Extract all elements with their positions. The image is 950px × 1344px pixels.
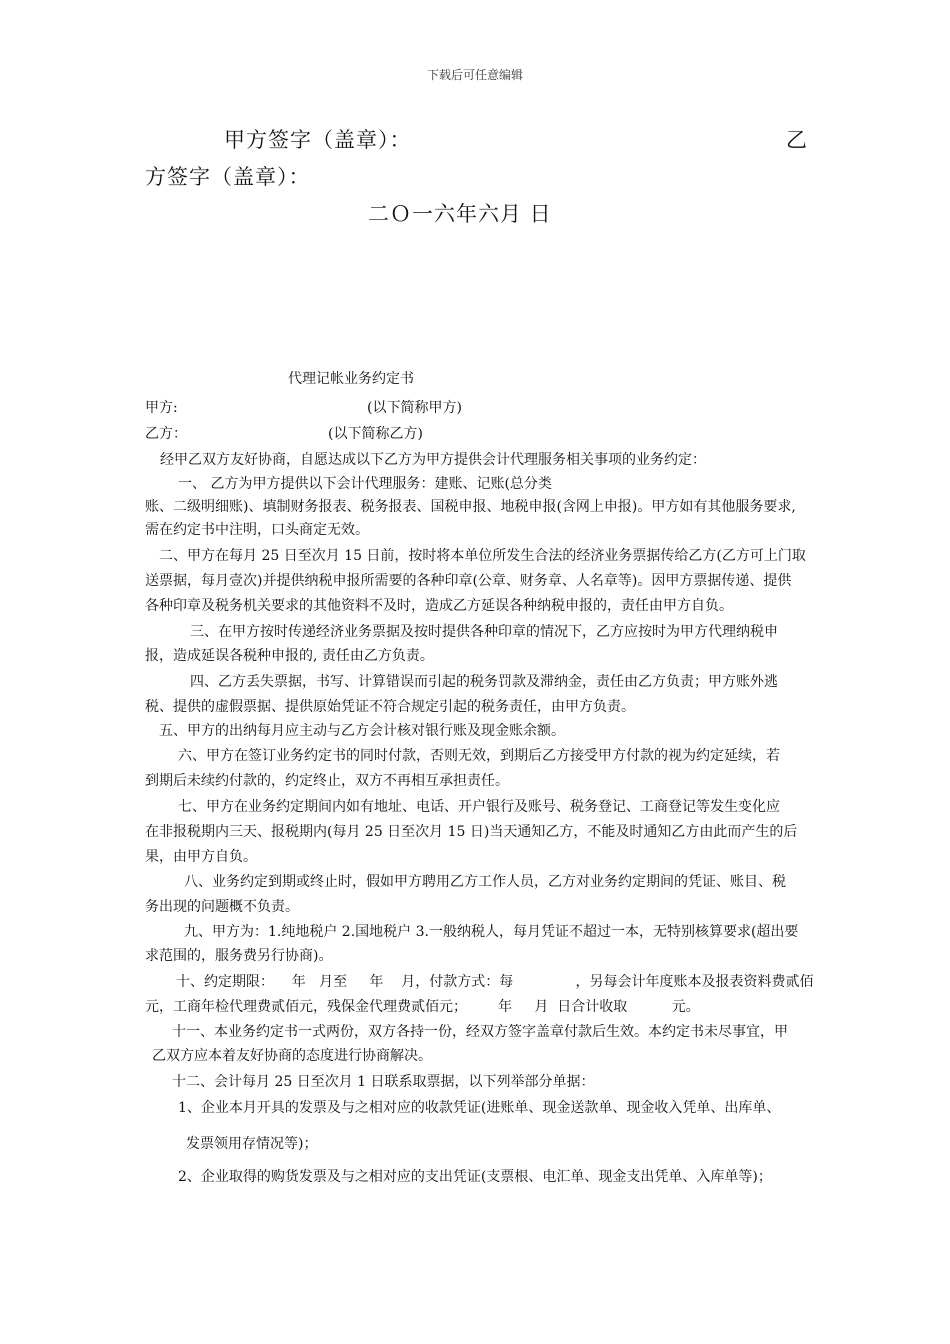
page-header-note: 下载后可任意编辑 xyxy=(426,68,523,82)
clause-2-line: 送票据，每月壹次)并提供纳税申报所需要的各种印章(公章、财务章、人名章等)。因甲方票据传递、提供 xyxy=(145,573,792,589)
clause-7-line: 在非报税期内三天、报税期内(每月 25 日至次月 15 日)当天通知乙方，不能及时通知乙方由此而产生的后 xyxy=(145,824,798,840)
clause-8-line: 八、业务约定到期或终止时，假如甲方聘用乙方工作人员，乙方对业务约定期间的凭证、账目、税 xyxy=(184,874,786,890)
clause-4-line: 四、乙方丢失票据，书写、计算错误而引起的税务罚款及滞纳金，责任由乙方负责；甲方账外逃 xyxy=(190,674,778,690)
clause-10-line: 十、约定期限： 年 月至 年 月，付款方式：每 ，另每会计年度账本及报表资料费贰佰 xyxy=(176,974,814,990)
clause-3-line: 报，造成延误各税种申报的, 责任由乙方负责。 xyxy=(145,648,434,664)
party-a-label: 甲方: xyxy=(145,400,178,416)
clause-6-line: 六、甲方在签订业务约定书的同时付款，否则无效，到期后乙方接受甲方付款的视为约定延续，若 xyxy=(178,748,780,764)
clause-12-item-1-cont: 发票领用存情况等)； xyxy=(186,1136,318,1152)
party-b-signature-label-start: 乙 xyxy=(786,128,808,152)
clause-7-line: 果，由甲方自负。 xyxy=(145,849,257,865)
clause-6-line: 到期后未续约付款的，约定终止，双方不再相互承担责任。 xyxy=(145,773,509,789)
clause-3-line: 三、在甲方按时传递经济业务票据及按时提供各种印章的情况下，乙方应按时为甲方代理纳税申 xyxy=(190,624,778,640)
clause-12-item-2: 2、企业取得的购货发票及与之相对应的支出凭证(支票根、电汇单、现金支出凭单、入库单等)； xyxy=(178,1169,772,1185)
clause-12-item-1: 1、企业本月开具的发票及与之相对应的收款凭证(进账单、现金送款单、现金收入凭单、出库单、 xyxy=(178,1100,781,1116)
clause-1-line: 一、 乙方为甲方提供以下会计代理服务：建账、记账(总分类 xyxy=(178,476,552,492)
party-a-note: (以下简称甲方) xyxy=(367,400,462,416)
clause-8-line: 务出现的问题概不负责。 xyxy=(145,899,299,915)
clause-10-line: 元，工商年检代理费贰佰元，残保金代理费贰佰元； 年 月 日合计收取 元。 xyxy=(145,999,700,1015)
document-title: 代理记帐业务约定书 xyxy=(288,371,414,387)
clause-2-line: 各种印章及税务机关要求的其他资料不及时，造成乙方延误各种纳税申报的，责任由甲方自负。 xyxy=(145,598,733,614)
party-b-signature-label-rest: 方签字（盖章）： xyxy=(145,165,311,189)
clause-11-line: 乙双方应本着友好协商的态度进行协商解决。 xyxy=(152,1048,432,1064)
party-b-note: (以下简称乙方) xyxy=(328,426,423,442)
clause-9-line: 九、甲方为：1.纯地税户 2.国地税户 3.一般纳税人，每月凭证不超过一本，无特别核算要求(超出要 xyxy=(184,924,799,940)
clause-1-line: 需在约定书中注明，口头商定无效。 xyxy=(145,522,369,538)
intro-line: 经甲乙双方友好协商，自愿达成以下乙方为甲方提供会计代理服务相关事项的业务约定： xyxy=(160,452,706,468)
clause-9-line: 求范围的，服务费另行协商)。 xyxy=(145,948,333,964)
clause-7-line: 七、甲方在业务约定期间内如有地址、电话、开户银行及账号、税务登记、工商登记等发生变化应 xyxy=(178,799,780,815)
clause-11-line: 十一、本业务约定书一式两份，双方各持一份，经双方签字盖章付款后生效。本约定书未尽事宜，甲 xyxy=(172,1024,788,1040)
clause-5-line: 五、甲方的出纳每月应主动与乙方会计核对银行账及现金账余额。 xyxy=(159,723,565,739)
party-b-label: 乙方： xyxy=(145,426,187,442)
clause-2-line: 二、甲方在每月 25 日至次月 15 日前，按时将本单位所发生合法的经济业务票据传给乙方(乙方可上门取 xyxy=(159,548,806,564)
clause-4-line: 税、提供的虚假票据、提供原始凭证不符合规定引起的税务责任，由甲方负责。 xyxy=(145,699,635,715)
party-a-signature-label: 甲方签字（盖章）： xyxy=(224,128,412,152)
clause-1-line: 账、二级明细账)、填制财务报表、税务报表、国税申报、地税申报(含网上申报)。甲方如有其他服务要求, xyxy=(145,499,796,515)
clause-12-line: 十二、会计每月 25 日至次月 1 日联系取票据，以下列举部分单据： xyxy=(172,1074,595,1090)
signature-date: 二Ｏ一六年六月 日 xyxy=(368,202,552,226)
